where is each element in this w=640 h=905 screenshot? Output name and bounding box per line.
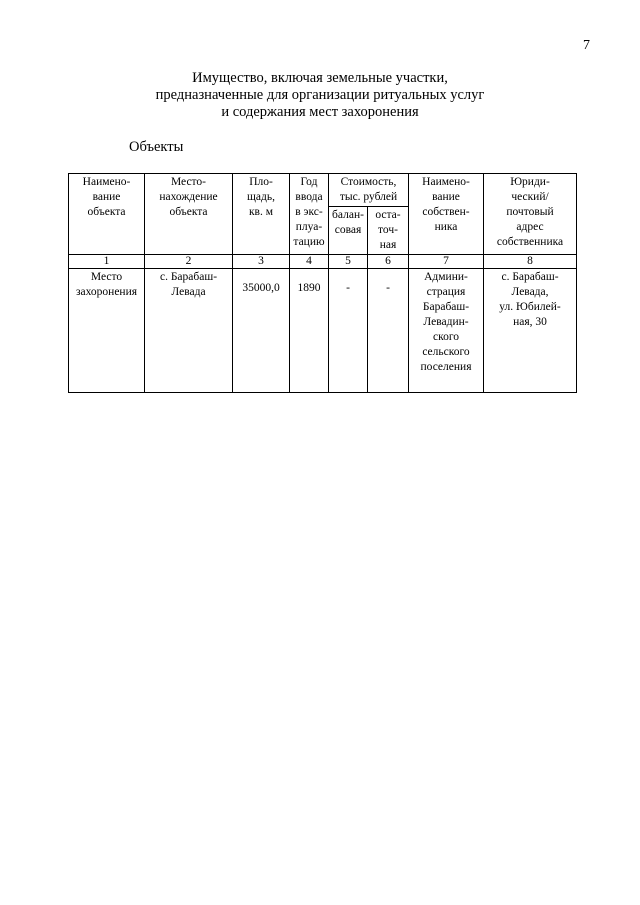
header-owner-address: Юриди- ческий/ почтовый адрес собственника xyxy=(484,174,577,255)
cell-cost-balance: - xyxy=(329,269,368,393)
header-cost-balance: балан- совая xyxy=(329,207,368,255)
section-label: Объекты xyxy=(129,139,184,155)
cell-year: 1890 xyxy=(290,269,329,393)
header-location: Место- нахождение объекта xyxy=(145,174,233,255)
header-cost: Стоимость, тыс. рублей xyxy=(329,174,409,207)
column-number: 2 xyxy=(145,255,233,269)
title-line-1: Имущество, включая земельные участки, xyxy=(192,70,448,86)
page-number: 7 xyxy=(583,38,590,53)
cell-owner-address: с. Барабаш- Левада, ул. Юбилей- ная, 30 xyxy=(484,269,577,393)
header-row-1 xyxy=(69,174,577,207)
column-number: 1 xyxy=(69,255,145,269)
objects-table xyxy=(68,173,577,393)
cell-owner-name: Админи- страция Барабаш- Левадин- ского сельского поселения xyxy=(409,269,484,393)
header-cost-residual: оста- точ- ная xyxy=(368,207,409,255)
header-area: Пло- щадь, кв. м xyxy=(233,174,290,255)
cell-area: 35000,0 xyxy=(233,269,290,393)
header-name: Наимено- вание объекта xyxy=(69,174,145,255)
title-line-2: предназначенные для организации ритуальных услуг xyxy=(155,87,485,103)
cell-name: Место захоронения xyxy=(69,269,145,393)
header-owner-name: Наимено- вание собствен- ника xyxy=(409,174,484,255)
title-line-3: и содержания мест захоронения xyxy=(221,104,419,120)
cell-location: с. Барабаш- Левада xyxy=(145,269,233,393)
column-number-row xyxy=(69,255,577,269)
cell-cost-residual: - xyxy=(368,269,409,393)
column-number: 4 xyxy=(290,255,329,269)
column-number: 7 xyxy=(409,255,484,269)
table-row xyxy=(69,269,577,393)
header-year: Год ввода в экс- плуа- тацию xyxy=(290,174,329,255)
column-number: 5 xyxy=(329,255,368,269)
column-number: 8 xyxy=(484,255,577,269)
document-title xyxy=(80,70,560,121)
column-number: 6 xyxy=(368,255,409,269)
column-number: 3 xyxy=(233,255,290,269)
